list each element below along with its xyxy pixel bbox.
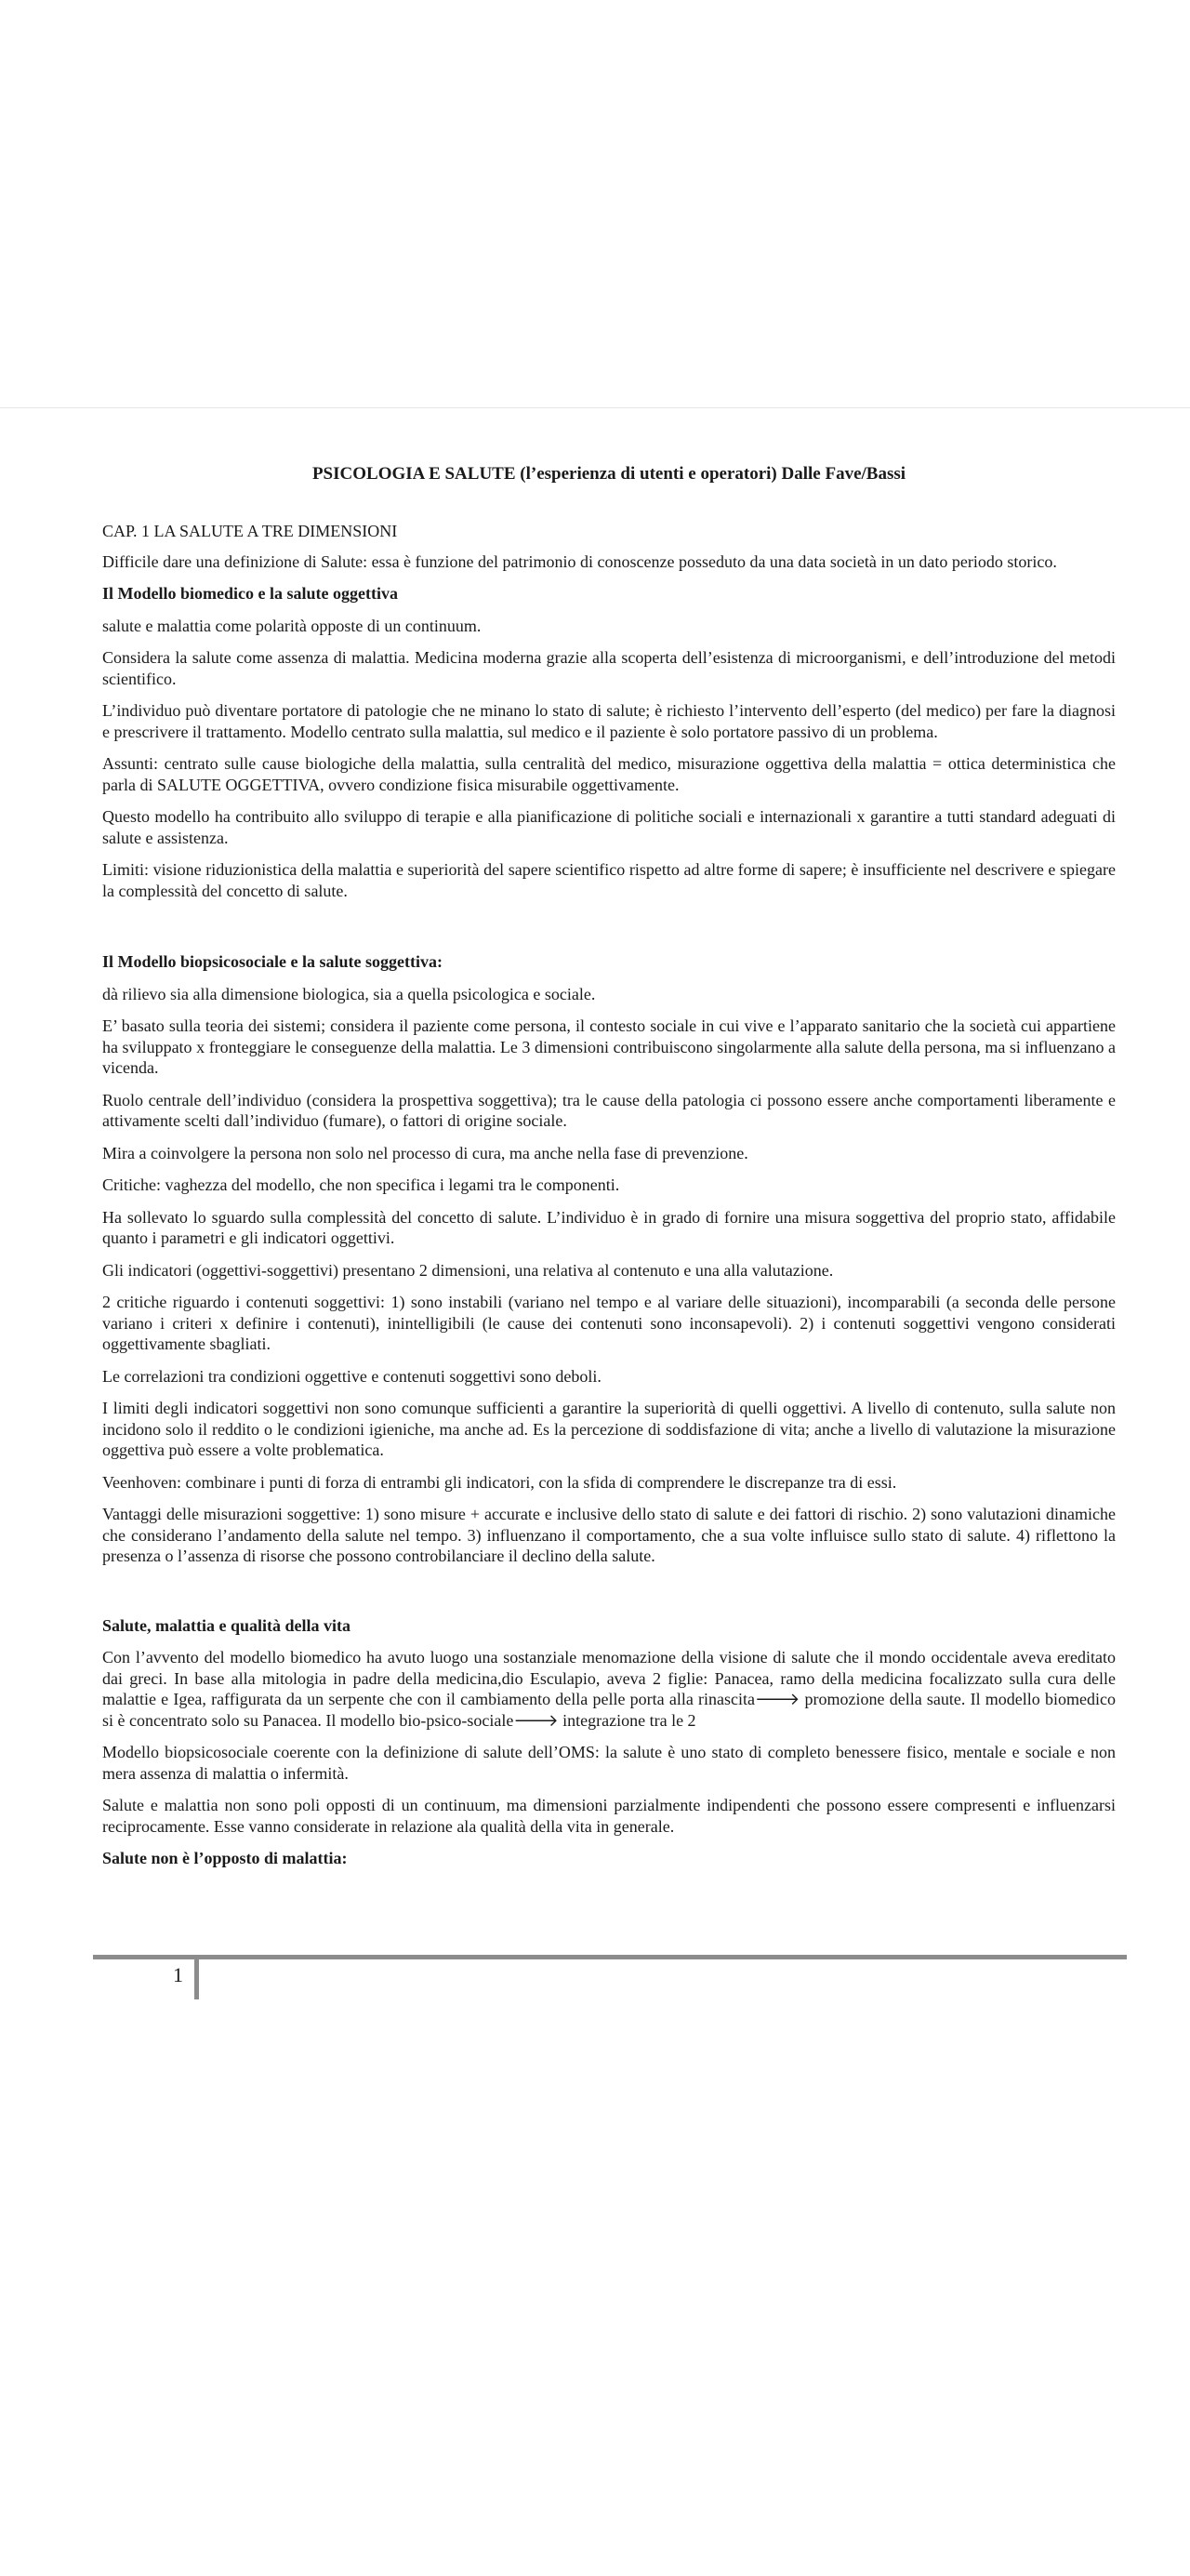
paragraph: Le correlazioni tra condizioni oggettive e contenuti soggettivi sono deboli. xyxy=(102,1366,602,1386)
section-spacer xyxy=(102,1578,1116,1615)
chapter-heading: CAP. 1 LA SALUTE A TRE DIMENSIONI xyxy=(102,522,398,540)
section-heading-quality-of-life: Salute, malattia e qualità della vita xyxy=(102,1615,350,1635)
footer-page-bar xyxy=(194,1959,199,1999)
paragraph: salute e malattia come polarità opposte di un continuum. xyxy=(102,616,482,635)
paragraph: Limiti: visione riduzionistica della malattia e superiorità del sapere scientifico rispetto ad altre forme di sapere; è insufficiente nel descrivere e spiegare la complessità del concetto di salute. xyxy=(102,860,1116,900)
paragraph: Salute e malattia non sono poli opposti di un continuum, ma dimensioni parzialmente indipendenti che possono essere compresenti e influenzarsi reciprocamente. Esse vanno considerate in relazione ala qualità della vita in generale. xyxy=(102,1796,1116,1836)
section-spacer xyxy=(102,912,1116,951)
paragraph: Ha sollevato lo sguardo sulla complessità del concetto di salute. L’individuo è in grado di fornire una misura soggettiva del proprio stato, affidabile quanto i parametri e gli indicatori oggettivi. xyxy=(102,1207,1116,1247)
paragraph: Gli indicatori (oggettivi-soggettivi) presentano 2 dimensioni, una relativa al contenuto e una alla valutazione. xyxy=(102,1260,834,1280)
paragraph: Con l’avvento del modello biomedico ha avuto luogo una sostanziale menomazione della visione di salute che il mondo occidentale aveva ereditato dai greci. In base alla mitologia in padre della medicina,dio Esculapio, aveva 2 figlie: Panacea, ramo della medicina focalizzato sulla cura delle malattie e Igea, raffigurata da un serpente che con il cambiamento della pelle porta alla rinascita🡒 promozione della saute. Il modello biomedico si è concentrato solo su Panacea. Il modello bio-psico-sociale🡒 integrazione tra le 2 xyxy=(102,1648,1116,1730)
page-top-divider xyxy=(0,407,1190,408)
paragraph: Mira a coinvolgere la persona non solo nel processo di cura, ma anche nella fase di prevenzione. xyxy=(102,1143,748,1162)
paragraph: Assunti: centrato sulle cause biologiche della malattia, sulla centralità del medico, misurazione oggettiva della malattia = ottica deterministica che parla di SALUTE OGGETTIVA, ovvero condizione fisica misurabile oggettivamente. xyxy=(102,754,1116,794)
paragraph: L’individuo può diventare portatore di patologie che ne minano lo stato di salute; è richiesto l’intervento dell’esperto (del medico) per fare la diagnosi e prescrivere il trattamento. Modello centrato sulla malattia, sul medico e il paziente è solo portatore passivo di un problema. xyxy=(102,701,1116,741)
paragraph: Veenhoven: combinare i punti di forza di entrambi gli indicatori, con la sfida di comprendere le discrepanze tra di essi. xyxy=(102,1472,897,1492)
section-heading-biomedical: Il Modello biomedico e la salute oggettiva xyxy=(102,584,398,603)
paragraph: Modello biopsicosociale coerente con la definizione di salute dell’OMS: la salute è uno stato di completo benessere fisico, mentale e sociale e non mera assenza di malattia o infermità. xyxy=(102,1743,1116,1783)
paragraph: dà rilievo sia alla dimensione biologica, sia a quella psicologica e sociale. xyxy=(102,984,596,1003)
document-title: PSICOLOGIA E SALUTE (l’esperienza di utenti e operatori) Dalle Fave/Bassi xyxy=(311,464,906,484)
document-page xyxy=(102,463,1116,1880)
paragraph: Questo modello ha contribuito allo sviluppo di terapie e alla pianificazione di politiche sociali e internazionali x garantire a tutti standard adeguati di salute e assistenza. xyxy=(102,807,1116,847)
paragraph: Critiche: vaghezza del modello, che non specifica i legami tra le componenti. xyxy=(102,1175,620,1194)
section-heading-biopsychosocial: Il Modello biopsicosociale e la salute soggettiva: xyxy=(102,952,443,971)
paragraph: Vantaggi delle misurazioni soggettive: 1) sono misure + accurate e inclusive dello stato di salute e dei fattori di rischio. 2) sono valutazioni dinamiche che considerano l’andamento della salute nel tempo. 3) influenzano il comportamento, che a sua volte influisce sullo stato di salute. 4) riflettono la presenza o l’assenza di risorse che possono controbilanciare il declino della salute. xyxy=(102,1505,1116,1565)
intro-paragraph: Difficile dare una definizione di Salute: essa è funzione del patrimonio di conoscenze posseduto da una data società in un dato periodo storico. xyxy=(102,551,1057,571)
paragraph: Ruolo centrale dell’individuo (considera la prospettiva soggettiva); tra le cause della patologia ci possono essere anche comportamenti liberamente e attivamente scelti dall’individuo (fumare), o fattori di origine sociale. xyxy=(102,1090,1116,1130)
paragraph: Considera la salute come assenza di malattia. Medicina moderna grazie alla scoperta dell’esistenza di microorganismi, e dell’introduzione del metodi scientifico. xyxy=(102,648,1116,688)
subheading-health-not-opposite: Salute non è l’opposto di malattia: xyxy=(102,1849,348,1867)
page-number: 1 xyxy=(173,1963,183,1986)
paragraph: 2 critiche riguardo i contenuti soggettivi: 1) sono instabili (variano nel tempo e al variare delle situazioni), incomparabili (a seconda delle persone variano i criteri x definire i contenuti), inintelligibili (le cause dei contenuti sono inconsapevoli). 2) i contenuti soggettivi vengono considerati oggettivamente sbagliati. xyxy=(102,1293,1116,1353)
paragraph: E’ basato sulla teoria dei sistemi; considera il paziente come persona, il contesto sociale in cui vive e l’apparato sanitario che la società cui appartiene ha sviluppato x fronteggiare le conseguenze della malattia. Le 3 dimensioni contribuiscono singolarmente alla salute della persona, ma si influenzano a vicenda. xyxy=(102,1016,1116,1077)
paragraph: I limiti degli indicatori soggettivi non sono comunque sufficienti a garantire la superiorità di quelli oggettivi. A livello di contenuto, sulla salute non incidono solo il reddito o le condizioni igieniche, ma anche ad. Es la percezione di soddisfazione di vita; anche a livello di valutazione la misurazione oggettiva può essere a volte problematica. xyxy=(102,1399,1116,1459)
footer-divider xyxy=(93,1955,1127,1959)
